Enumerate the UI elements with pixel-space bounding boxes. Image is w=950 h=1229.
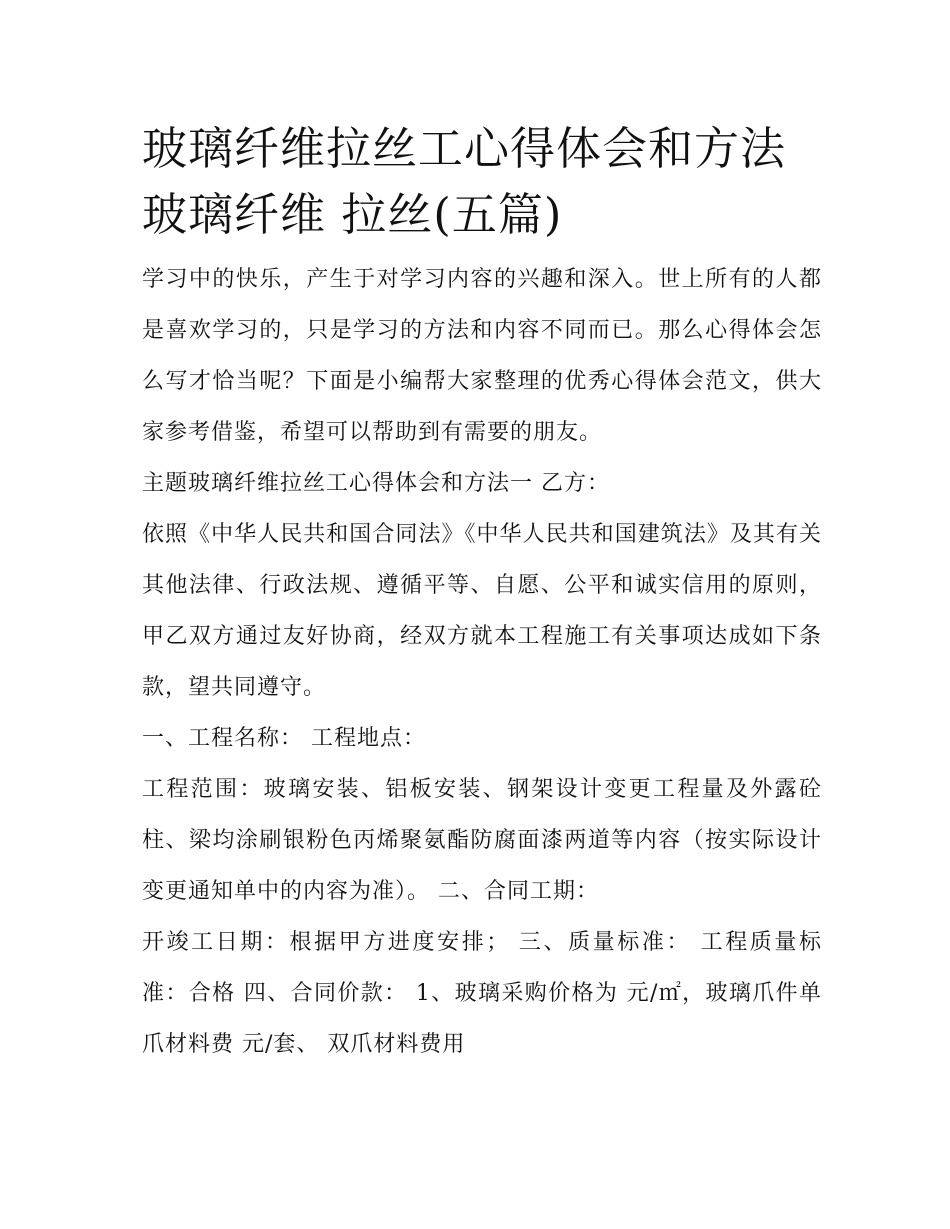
paragraph-legal-basis: 依照《中华人民共和国合同法》《中华人民共和国建筑法》及其有关其他法律、行政法规、遵循平等、自愿、公平和诚实信用的原则，甲乙双方通过友好协商，经双方就本工程施工有关事项达成如下条款，望共同遵守。 [142, 522, 822, 700]
document-content [142, 116, 822, 1070]
paragraph-project-name: 一、工程名称： 工程地点： [142, 726, 426, 751]
document-title: 玻璃纤维拉丝工心得体会和方法 玻璃纤维 拉丝(五篇) [142, 122, 787, 241]
document-body [142, 254, 822, 1070]
paragraph-intro: 学习中的快乐，产生于对学习内容的兴趣和深入。世上所有的人都是喜欢学习的，只是学习的方法和内容不同而已。那么心得体会怎么写才恰当呢？下面是小编帮大家整理的优秀心得体会范文，供大家参考借鉴，希望可以帮助到有需要的朋友。 [142, 267, 822, 445]
paragraph-topic: 主题玻璃纤维拉丝工心得体会和方法一 乙方： [142, 471, 610, 496]
paragraph-schedule-price: 开竣工日期：根据甲方进度安排； 三、质量标准： 工程质量标准：合格 四、合同价款： 1、玻璃采购价格为 元/㎡，玻璃爪件单爪材料费 元/套、 双爪材料费用 [142, 930, 822, 1057]
paragraph-project-scope: 工程范围：玻璃安装、铝板安装、钢架设计变更工程量及外露砼柱、梁均涂刷银粉色丙烯聚氨酯防腐面漆两道等内容（按实际设计变更通知单中的内容为准）。 二、合同工期： [142, 777, 822, 904]
